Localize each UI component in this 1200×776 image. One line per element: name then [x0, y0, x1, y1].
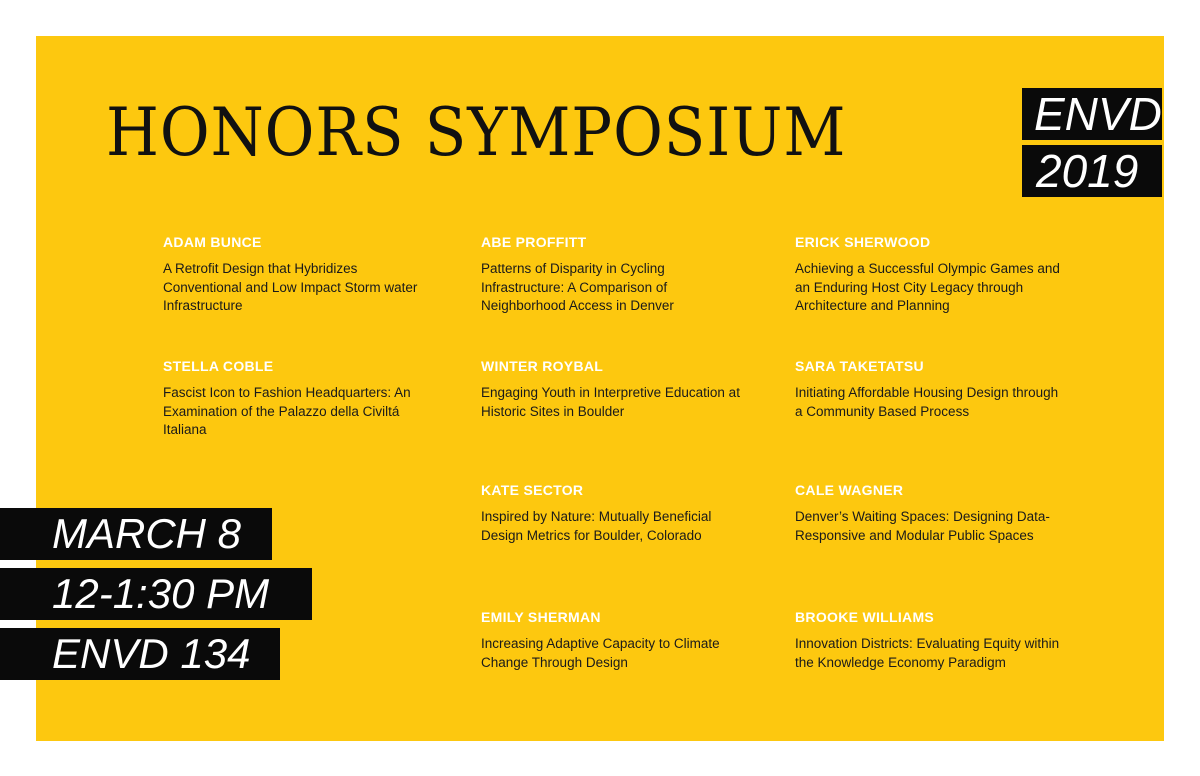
event-time: 12-1:30 PM — [0, 568, 312, 620]
presenter-name: BROOKE WILLIAMS — [795, 609, 935, 625]
presenter-name: KATE SECTOR — [481, 482, 584, 498]
presenter-name: SARA TAKETATSU — [795, 358, 924, 374]
project-title: Increasing Adaptive Capacity to Climate Change Through Design — [481, 636, 720, 670]
project-title: Denver’s Waiting Spaces: Designing Data-Responsive and Modular Public Spaces — [795, 509, 1050, 543]
presenter-entry — [795, 608, 1065, 672]
presenter-entry — [163, 233, 433, 316]
presenter-name: WINTER ROYBAL — [481, 358, 604, 374]
program-badge: ENVD — [1022, 88, 1162, 140]
presenter-name: ADAM BUNCE — [163, 234, 262, 250]
project-title: Initiating Affordable Housing Design through a Community Based Process — [795, 385, 1059, 419]
year-badge: 2019 — [1022, 145, 1162, 197]
presenter-name: EMILY SHERMAN — [481, 609, 601, 625]
presenter-name: CALE WAGNER — [795, 482, 904, 498]
project-title: Innovation Districts: Evaluating Equity within the Knowledge Economy Paradigm — [795, 636, 1060, 670]
presenter-entry — [481, 357, 751, 421]
presenter-entry — [163, 357, 433, 440]
project-title: Achieving a Successful Olympic Games and an Enduring Host City Legacy through Architecture and Planning — [795, 261, 1060, 313]
presenter-entry — [481, 608, 751, 672]
presenter-entry — [795, 233, 1065, 316]
presenter-entry — [481, 233, 751, 316]
event-room: ENVD 134 — [0, 628, 280, 680]
presenter-entry — [481, 481, 751, 545]
presenter-name: ERICK SHERWOOD — [795, 234, 931, 250]
presenter-name: ABE PROFFITT — [481, 234, 587, 250]
project-title: Patterns of Disparity in Cycling Infrastructure: A Comparison of Neighborhood Access in Denver — [481, 261, 674, 313]
event-date: MARCH 8 — [0, 508, 272, 560]
project-title: Engaging Youth in Interpretive Education at Historic Sites in Boulder — [481, 385, 740, 419]
presenter-entry — [795, 357, 1065, 421]
page-title: HONORS SYMPOSIUM — [106, 94, 847, 171]
presenter-name: STELLA COBLE — [163, 358, 274, 374]
project-title: Fascist Icon to Fashion Headquarters: An Examination of the Palazzo della Civiltá Italiana — [163, 385, 411, 437]
project-title: Inspired by Nature: Mutually Beneficial Design Metrics for Boulder, Colorado — [481, 509, 712, 543]
project-title: A Retrofit Design that Hybridizes Conventional and Low Impact Storm water Infrastructure — [163, 261, 418, 313]
presenter-entry — [795, 481, 1065, 545]
